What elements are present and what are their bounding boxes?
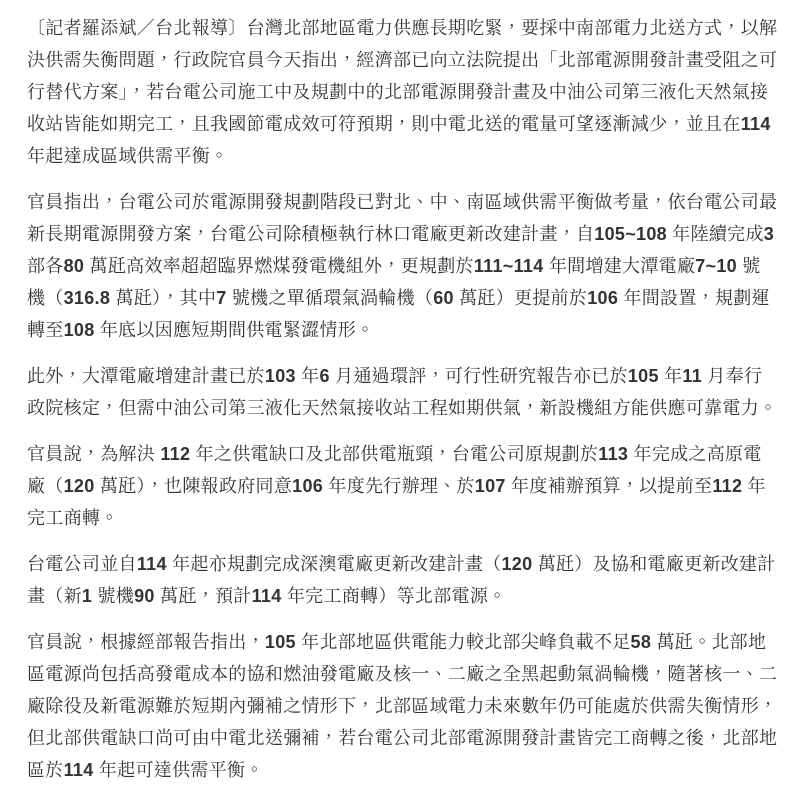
bold-number: 120 [63, 476, 95, 496]
bold-number: 107 [474, 476, 506, 496]
bold-number: 114 [740, 114, 771, 134]
text-segment: 萬瓩，預計 [154, 586, 252, 606]
text-segment: 萬瓩）更提前於 [453, 288, 588, 308]
text-segment: 月奉行政院核定，但需中油公司第三液化天然氣接收站工程如期供氣，新設機組方能供應可靠電力。 [27, 366, 778, 418]
bold-number: 105~108 [594, 224, 667, 244]
bold-number: 113 [598, 444, 629, 464]
bold-number: 90 [134, 586, 155, 606]
text-segment: 年之供電缺口及北部供電瓶頸，台電公司原規劃於 [190, 444, 599, 464]
bold-number: 108 [63, 320, 95, 340]
bold-number: 7~10 [695, 256, 737, 276]
bold-number: 3 [763, 224, 775, 244]
text-segment: 年起達成區域供需平衡。 [27, 146, 229, 166]
paragraph [27, 438, 778, 534]
bold-number: 112 [712, 476, 743, 496]
text-segment: 年北部地區供電能力較北部尖峰負載不足 [295, 632, 631, 652]
bold-number: 316.8 [63, 288, 111, 308]
text-segment: 號機 [92, 586, 135, 606]
text-segment: 〔記者羅添斌／台北報導〕台灣北部地區電力供應長期吃緊，要採中南部電力北送方式，以解決供需失衡問題，行政院官員今天指出，經濟部已向立法院提出「北部電源開發計畫受阻之可行替代方案」，若台電公司施工中及規劃中的北部電源開發計畫及中油公司第三液化天然氣接收站皆能如期完工，且我國節電成效可符預期，則中電北送的電量可望逐漸減少，並且在 [27, 18, 778, 134]
text-segment: 官員說，為解決 [27, 444, 161, 464]
bold-number: 105 [264, 632, 296, 652]
text-segment: 台電公司並自 [27, 554, 137, 574]
bold-number: 120 [501, 554, 533, 574]
bold-number: 103 [264, 366, 296, 386]
text-segment: 號機（ [27, 256, 761, 308]
text-segment: 年完工商轉）等北部電源。 [281, 586, 507, 606]
bold-number: 80 [63, 256, 85, 276]
text-segment: 萬瓩。北部地區電源尚包括高發電成本的協和燃油發電廠及核一、二廠之全黑起動氣渦輪機，隨著核一、二廠除役及新電源難於短期內彌補之情形下，北部區域電力未來數年仍可能處於供需失衡情形，但北部供電缺口尚可由中電北送彌補，若台電公司北部電源開發計畫皆完工商轉之後，北部地區於 [27, 632, 778, 780]
paragraph [27, 626, 778, 786]
bold-number: 114 [251, 586, 282, 606]
text-segment: 官員說，根據經部報告指出， [27, 632, 265, 652]
bold-number: 111~114 [473, 256, 544, 276]
text-segment: 年底以因應短期間供電緊澀情形。 [94, 320, 375, 340]
text-segment: 年度補辦預算，以提前至 [505, 476, 713, 496]
text-segment: 年完工商轉。 [27, 476, 766, 528]
text-segment: 年 [658, 366, 683, 386]
text-segment: 年完成之高原電廠（ [27, 444, 762, 496]
bold-number: 7 [216, 288, 227, 308]
bold-number: 105 [627, 366, 659, 386]
text-segment: 官員指出，台電公司於電源開發規劃階段已對北、中、南區域供需平衡做考量，依台電公司最新長期電源開發方案，台電公司除積極執行林口電廠更新改建計畫，自 [27, 192, 778, 244]
paragraph [27, 186, 778, 346]
bold-number: 1 [81, 586, 93, 606]
text-segment: 部各 [27, 256, 64, 276]
text-segment: 萬瓩），其中 [110, 288, 217, 308]
text-segment: 年起可達供需平衡。 [93, 760, 264, 780]
text-segment: 萬瓩）及協和電廠更新改建計畫（新 [27, 554, 776, 606]
paragraph [27, 360, 778, 424]
text-segment: 萬瓩高效率超超臨界燃煤發電機組外，更規劃於 [84, 256, 474, 276]
bold-number: 11 [682, 366, 703, 386]
bold-number: 60 [433, 288, 454, 308]
bold-number: 106 [587, 288, 619, 308]
text-segment: 年間設置，規劃運轉至 [27, 288, 770, 340]
text-segment: 年度先行辦理、於 [323, 476, 475, 496]
bold-number: 112 [160, 444, 191, 464]
bold-number: 114 [63, 760, 94, 780]
bold-number: 114 [136, 554, 167, 574]
text-segment: 年 [295, 366, 320, 386]
paragraph [27, 12, 778, 172]
bold-number: 6 [319, 366, 330, 386]
text-segment: 此外，大潭電廠增建計畫已於 [27, 366, 265, 386]
bold-number: 58 [630, 632, 652, 652]
text-segment: 號機之單循環氣渦輪機（ [226, 288, 434, 308]
text-segment: 月通過環評，可行性研究報告亦已於 [329, 366, 628, 386]
text-segment: 萬瓩），也陳報政府同意 [94, 476, 293, 496]
text-segment: 年起亦規劃完成深澳電廠更新改建計畫（ [166, 554, 502, 574]
paragraph [27, 548, 778, 612]
text-segment: 年陸續完成 [666, 224, 764, 244]
text-segment: 年間增建大潭電廠 [543, 256, 696, 276]
bold-number: 106 [292, 476, 324, 496]
